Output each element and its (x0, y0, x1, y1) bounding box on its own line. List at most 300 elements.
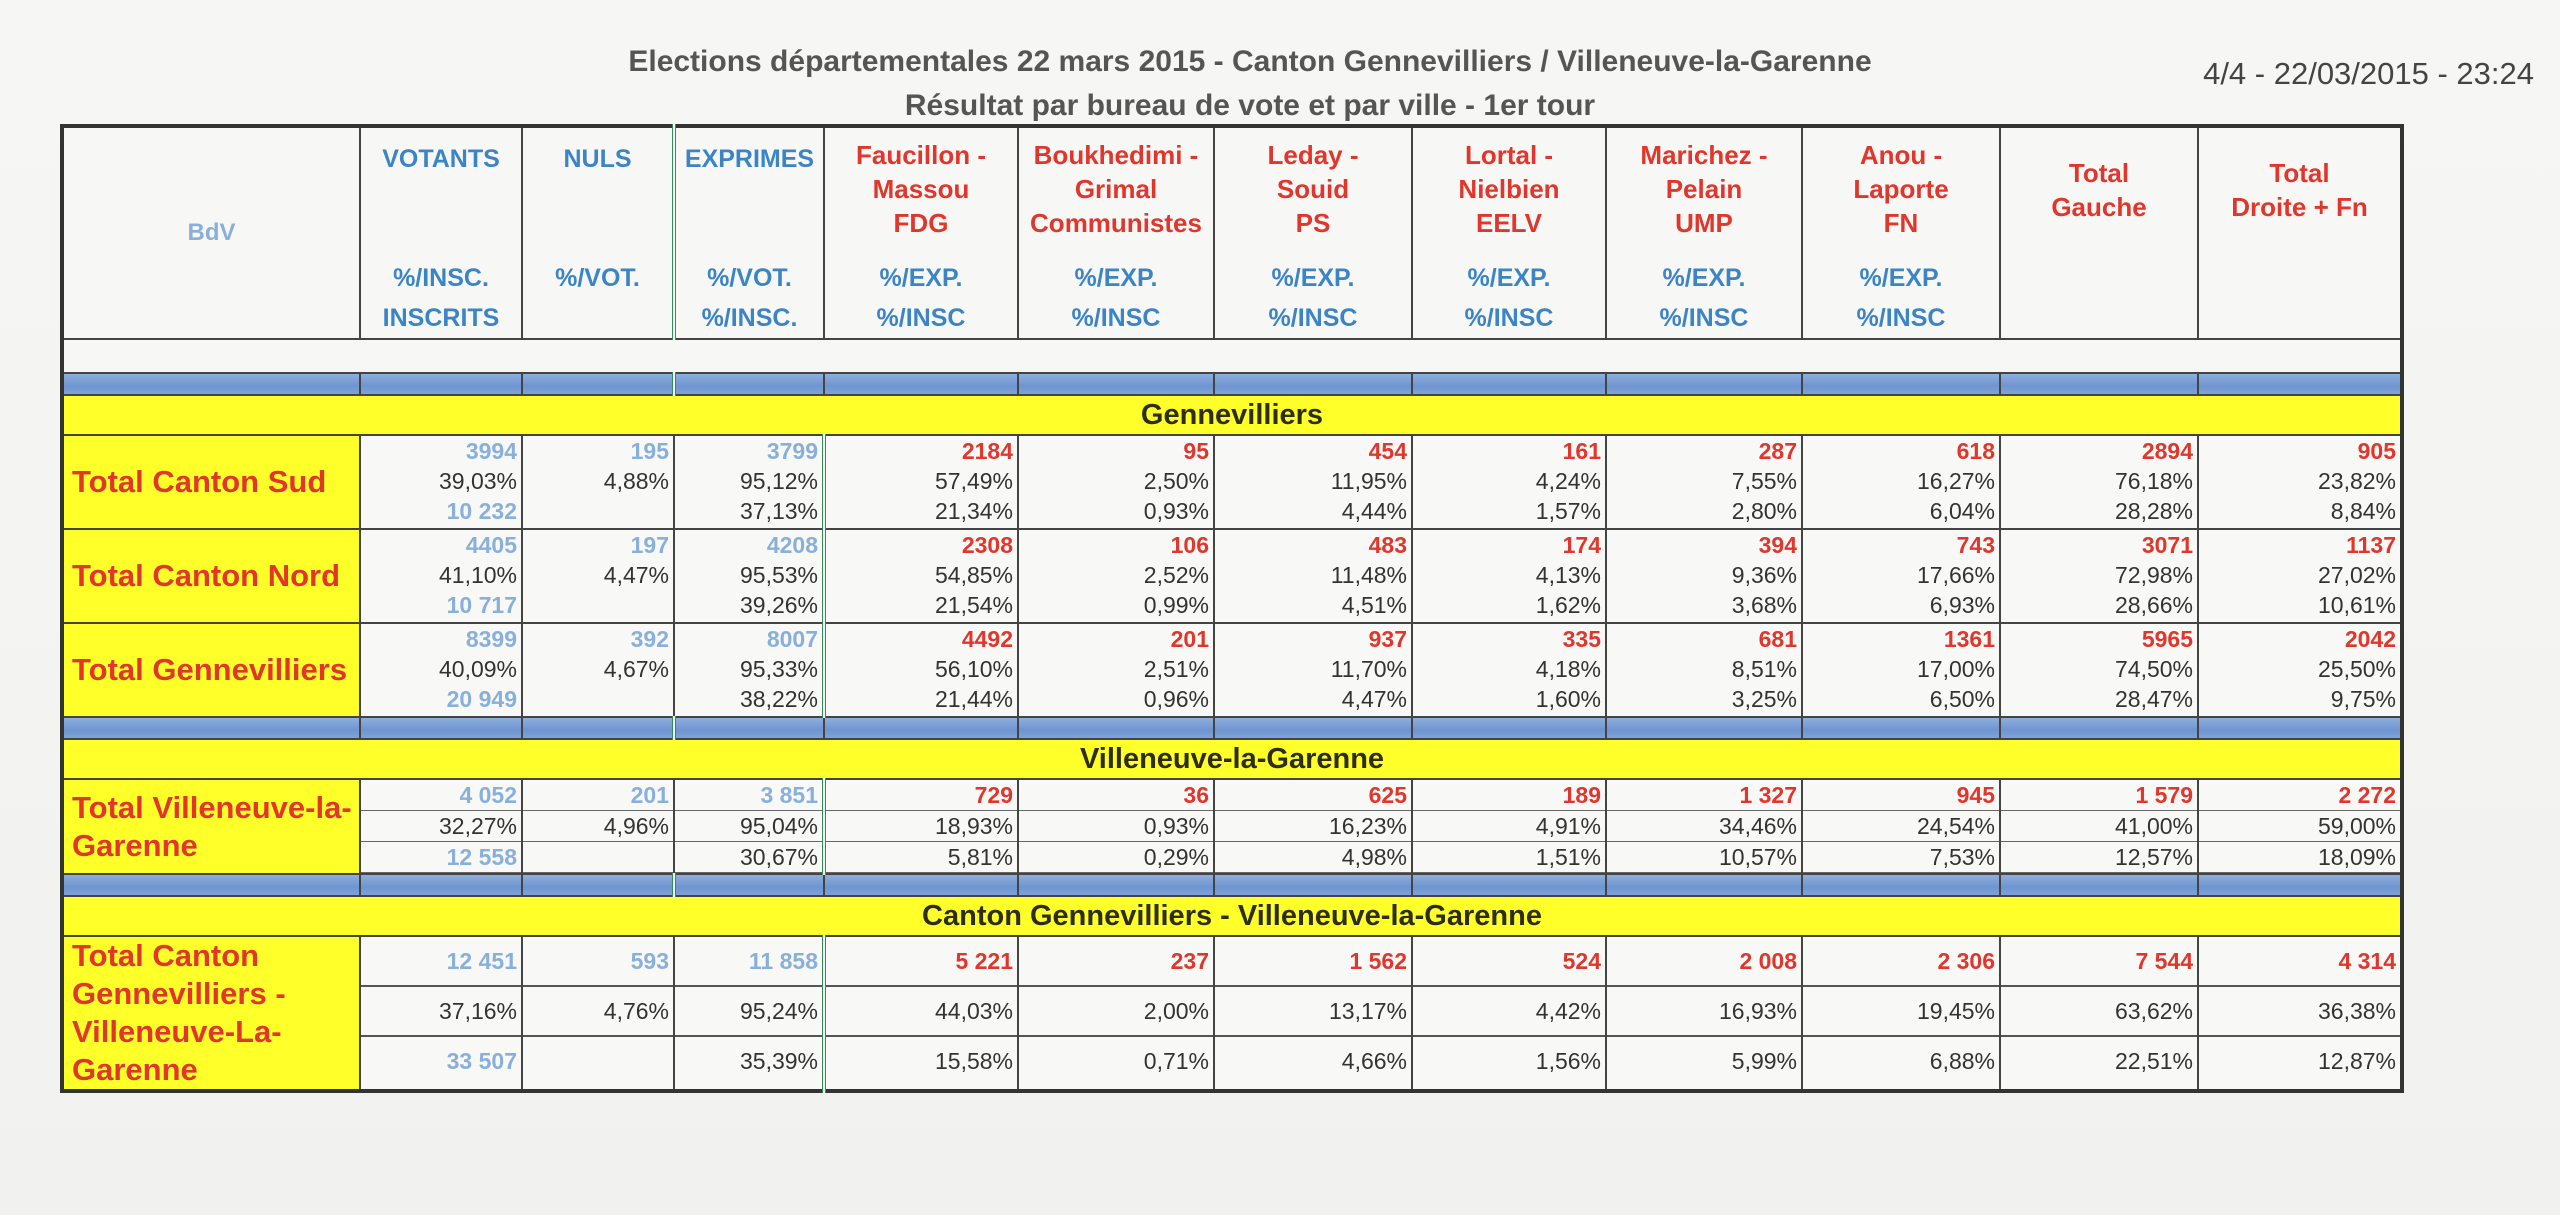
value-secondary: 21,54% (934, 592, 1013, 618)
value-secondary: 28,66% (2114, 592, 2193, 618)
value-secondary: 39,26% (739, 592, 818, 618)
value-pct: 4,47% (603, 562, 669, 588)
value-count: 743 (1956, 532, 1995, 558)
value-secondary: 7,53% (1803, 842, 1999, 873)
value-pct: 44,03% (826, 987, 1017, 1037)
value-pct: 95,33% (739, 656, 818, 682)
header-total-droite (2198, 126, 2402, 339)
value-secondary: 21,34% (934, 498, 1013, 524)
value-count: 2 306 (1803, 937, 1999, 987)
value-secondary: 12,87% (2317, 1048, 2396, 1074)
value-pct: 11,48% (1330, 562, 1407, 588)
data-cell (824, 936, 1018, 1091)
data-cell (360, 435, 522, 529)
value-count: 1137 (2346, 532, 2396, 558)
value-count: 625 (1215, 780, 1411, 811)
data-row-sud (62, 435, 2402, 529)
candidate-party: EELV (1476, 208, 1542, 238)
value-pct: 4,42% (1413, 987, 1605, 1037)
value-secondary: 4,66% (1341, 1048, 1407, 1074)
data-cell (2000, 435, 2198, 529)
data-cell (824, 779, 1018, 874)
data-cell (1412, 623, 1606, 717)
value-pct: 4,96% (523, 811, 673, 842)
value-pct: 72,98% (2114, 562, 2193, 588)
value-count: 2 272 (2199, 780, 2400, 811)
value-count: 2 008 (1607, 937, 1801, 987)
data-cell (360, 779, 522, 874)
value-secondary: 20 949 (446, 686, 517, 712)
value-count: 161 (1562, 438, 1601, 464)
value-secondary: 1,56% (1535, 1048, 1601, 1074)
value-count: 4 052 (361, 780, 521, 811)
value-count: 2894 (2141, 438, 2193, 464)
row-label: Total Canton Nord (62, 529, 360, 623)
data-row-vlg (62, 779, 2402, 874)
header-votants-inscrits: INSCRITS (382, 304, 500, 332)
section-title: Gennevilliers (62, 395, 2402, 435)
value-pct: 2,50% (1143, 468, 1209, 494)
total-droite-title-1: Total (2269, 158, 2330, 188)
value-secondary (523, 842, 673, 873)
value-pct: 4,67% (603, 656, 669, 682)
value-count: 3 851 (675, 780, 822, 811)
value-pct: 32,27% (361, 811, 521, 842)
value-pct: 4,91% (1413, 811, 1605, 842)
data-cell (522, 779, 674, 874)
blank-row (62, 339, 2402, 373)
value-count: 2184 (961, 438, 1013, 464)
value-secondary: 10 717 (446, 592, 517, 618)
value-secondary: 30,67% (675, 842, 822, 873)
value-pct: 56,10% (934, 656, 1013, 682)
data-cell (1802, 936, 2000, 1091)
value-count: 201 (1170, 626, 1209, 652)
value-pct: 40,09% (438, 656, 517, 682)
header-votants-title: VOTANTS (382, 145, 500, 173)
candidate-name-2: Laporte (1853, 174, 1949, 204)
value-pct: 11,95% (1330, 468, 1407, 494)
value-pct: 4,18% (1535, 656, 1601, 682)
data-cell (674, 435, 824, 529)
value-secondary: 22,51% (2114, 1048, 2193, 1074)
value-pct: 27,02% (2317, 562, 2396, 588)
value-pct: 95,04% (675, 811, 822, 842)
data-cell (824, 529, 1018, 623)
value-pct: 9,36% (1731, 562, 1797, 588)
value-count: 1 562 (1215, 937, 1411, 987)
value-count: 454 (1368, 438, 1407, 464)
value-count: 5 221 (826, 937, 1017, 987)
value-pct: 2,00% (1019, 987, 1213, 1037)
value-count: 237 (1019, 937, 1213, 987)
value-count: 195 (630, 438, 669, 464)
data-cell (1018, 529, 1214, 623)
value-secondary: 4,44% (1341, 498, 1407, 524)
value-secondary: 8,84% (2330, 498, 2396, 524)
value-pct: 95,24% (675, 987, 822, 1037)
divider-stripe (62, 717, 2402, 739)
value-count: 618 (1956, 438, 1995, 464)
value-pct: 2,51% (1143, 656, 1209, 682)
value-count: 8399 (465, 626, 517, 652)
value-count: 335 (1562, 626, 1601, 652)
value-secondary: 28,28% (2114, 498, 2193, 524)
document-title (560, 40, 1940, 128)
data-cell (1412, 779, 1606, 874)
header-nuls (522, 126, 674, 339)
header-candidate-fdg (824, 126, 1018, 339)
data-cell (2198, 623, 2402, 717)
value-count: 483 (1368, 532, 1407, 558)
data-cell (522, 435, 674, 529)
candidate-name-1: Boukhedimi - (1033, 140, 1199, 170)
candidate-name-2: Souid (1276, 174, 1350, 204)
value-pct: 54,85% (934, 562, 1013, 588)
data-cell (1214, 936, 1412, 1091)
data-cell (1018, 435, 1214, 529)
data-cell (1214, 623, 1412, 717)
candidate-party: FN (1883, 208, 1919, 238)
data-cell (2198, 529, 2402, 623)
header-votants-pct: %/INSC. (393, 264, 489, 292)
data-cell (1214, 435, 1412, 529)
candidate-pct-exp: %/EXP. (1662, 264, 1746, 292)
candidate-party: FDG (893, 208, 949, 238)
header-nuls-pct: %/VOT. (555, 264, 640, 292)
total-gauche-title-2: Gauche (2051, 192, 2147, 222)
value-count: 5965 (2141, 626, 2193, 652)
value-secondary: 2,80% (1731, 498, 1797, 524)
data-cell (1802, 779, 2000, 874)
value-count: 392 (630, 626, 669, 652)
value-count: 4208 (766, 532, 818, 558)
row-label: Total Canton Sud (62, 435, 360, 529)
value-secondary: 10,57% (1607, 842, 1801, 873)
value-count: 937 (1368, 626, 1407, 652)
data-cell (522, 623, 674, 717)
candidate-name-2: Grimal (1074, 174, 1158, 204)
value-count: 1361 (1943, 626, 1995, 652)
value-count: 197 (630, 532, 669, 558)
value-pct: 36,38% (2199, 987, 2400, 1037)
value-pct: 57,49% (934, 468, 1013, 494)
header-candidate-communistes (1018, 126, 1214, 339)
value-secondary: 0,93% (1143, 498, 1209, 524)
data-cell (674, 529, 824, 623)
value-pct: 18,93% (826, 811, 1017, 842)
candidate-pct-insc: %/INSC (1071, 304, 1161, 332)
value-pct: 34,46% (1607, 811, 1801, 842)
title-line-1: Elections départementales 22 mars 2015 - Canton Gennevilliers / Villeneuve-la-Garenne (628, 45, 1872, 78)
value-pct: 76,18% (2114, 468, 2193, 494)
value-secondary: 10,61% (2317, 592, 2396, 618)
data-cell (1606, 435, 1802, 529)
value-secondary: 3,68% (1731, 592, 1797, 618)
value-pct: 41,00% (2001, 811, 2197, 842)
data-cell (2000, 529, 2198, 623)
total-droite-title-2: Droite + Fn (2231, 192, 2368, 222)
value-count: 7 544 (2001, 937, 2197, 987)
value-pct: 4,24% (1535, 468, 1601, 494)
title-line-2: Résultat par bureau de vote et par ville - 1er tour (904, 89, 1596, 122)
value-secondary: 4,98% (1215, 842, 1411, 873)
data-cell (1606, 529, 1802, 623)
value-count: 36 (1019, 780, 1213, 811)
section-vlg (62, 739, 2402, 779)
value-secondary: 0,96% (1143, 686, 1209, 712)
value-count: 3994 (465, 438, 517, 464)
header-candidate-ps (1214, 126, 1412, 339)
data-cell (1018, 936, 1214, 1091)
value-pct: 4,88% (603, 468, 669, 494)
value-pct: 23,82% (2317, 468, 2396, 494)
data-cell (1018, 623, 1214, 717)
header-exprimes-title: EXPRIMES (684, 145, 815, 173)
data-cell (1606, 623, 1802, 717)
value-pct: 13,17% (1215, 987, 1411, 1037)
header-exprimes (674, 126, 824, 339)
value-count: 524 (1413, 937, 1605, 987)
value-count: 681 (1758, 626, 1797, 652)
value-secondary: 35,39% (739, 1048, 818, 1074)
value-count: 729 (826, 780, 1017, 811)
value-pct: 16,27% (1916, 468, 1995, 494)
candidate-pct-exp: %/EXP. (1074, 264, 1158, 292)
data-cell (1412, 936, 1606, 1091)
value-secondary: 12,57% (2001, 842, 2197, 873)
data-cell (2198, 936, 2402, 1091)
candidate-name-1: Anou - (1859, 140, 1943, 170)
value-pct: 8,51% (1731, 656, 1797, 682)
value-pct: 74,50% (2114, 656, 2193, 682)
header-votants (360, 126, 522, 339)
value-pct: 2,52% (1143, 562, 1209, 588)
candidate-pct-insc: %/INSC (1659, 304, 1749, 332)
candidate-name-1: Faucillon - (856, 140, 986, 170)
data-cell (360, 936, 522, 1091)
value-count: 4492 (961, 626, 1013, 652)
candidate-pct-exp: %/EXP. (1859, 264, 1943, 292)
candidate-pct-insc: %/INSC (1464, 304, 1554, 332)
candidate-pct-exp: %/EXP. (1467, 264, 1551, 292)
candidate-name-2: Massou (872, 174, 970, 204)
value-secondary: 6,50% (1929, 686, 1995, 712)
data-cell (360, 529, 522, 623)
value-secondary: 38,22% (739, 686, 818, 712)
data-cell (1412, 435, 1606, 529)
data-cell (1018, 779, 1214, 874)
candidate-party: Communistes (1030, 208, 1202, 238)
candidate-pct-exp: %/EXP. (879, 264, 963, 292)
value-secondary: 9,75% (2330, 686, 2396, 712)
candidate-pct-insc: %/INSC (1856, 304, 1946, 332)
row-label: Total Gennevilliers (62, 623, 360, 717)
data-cell (824, 435, 1018, 529)
value-pct: 95,53% (739, 562, 818, 588)
value-count: 394 (1758, 532, 1797, 558)
section-gennevilliers (62, 395, 2402, 435)
data-cell (2198, 435, 2402, 529)
candidate-name-1: Marichez - (1640, 140, 1768, 170)
data-row-nord (62, 529, 2402, 623)
data-cell (2198, 779, 2402, 874)
value-secondary: 4,47% (1341, 686, 1407, 712)
value-count: 287 (1758, 438, 1797, 464)
value-count: 95 (1183, 438, 1209, 464)
data-cell (674, 936, 824, 1091)
value-secondary: 1,57% (1535, 498, 1601, 524)
value-pct: 17,66% (1916, 562, 1995, 588)
header-candidate-ump (1606, 126, 1802, 339)
candidate-pct-insc: %/INSC (1268, 304, 1358, 332)
value-secondary: 15,58% (934, 1048, 1013, 1074)
candidate-name-2: Pelain (1665, 174, 1743, 204)
value-secondary: 1,62% (1535, 592, 1601, 618)
row-label: Total Villeneuve-la-Garenne (62, 779, 360, 874)
value-pct: 24,54% (1803, 811, 1999, 842)
candidate-pct-insc: %/INSC (876, 304, 966, 332)
value-secondary (523, 496, 673, 526)
data-cell (824, 623, 1018, 717)
header-candidate-eelv (1412, 126, 1606, 339)
data-cell (1606, 936, 1802, 1091)
value-secondary: 5,81% (826, 842, 1017, 873)
value-count: 201 (523, 780, 673, 811)
data-cell (2000, 936, 2198, 1091)
value-count: 1 579 (2001, 780, 2197, 811)
value-secondary: 6,93% (1929, 592, 1995, 618)
value-secondary: 12 558 (361, 842, 521, 873)
total-gauche-title-1: Total (2068, 158, 2130, 188)
candidate-party: UMP (1675, 208, 1733, 238)
value-pct: 63,62% (2001, 987, 2197, 1037)
value-secondary: 37,13% (739, 498, 818, 524)
row-label: Total Canton Gennevilliers - Villeneuve-La-Garenne (62, 936, 360, 1091)
data-cell (674, 623, 824, 717)
value-pct: 37,16% (361, 987, 521, 1037)
value-secondary: 1,60% (1535, 686, 1601, 712)
data-cell (360, 623, 522, 717)
data-row-genn (62, 623, 2402, 717)
value-pct: 95,12% (739, 468, 818, 494)
value-pct: 4,13% (1535, 562, 1601, 588)
value-count: 12 451 (361, 937, 521, 987)
header-total-gauche (2000, 126, 2198, 339)
value-secondary: 28,47% (2114, 686, 2193, 712)
header-exprimes-pct-insc: %/INSC. (701, 304, 798, 332)
value-secondary: 6,88% (1929, 1048, 1995, 1074)
value-secondary: 0,99% (1143, 592, 1209, 618)
data-cell (522, 936, 674, 1091)
value-pct: 7,55% (1731, 468, 1797, 494)
data-row-total (62, 936, 2402, 1091)
header-exprimes-pct-vot: %/VOT. (707, 264, 792, 292)
value-secondary (523, 590, 673, 620)
data-cell (1802, 623, 2000, 717)
value-secondary (523, 1037, 673, 1085)
value-pct: 59,00% (2199, 811, 2400, 842)
value-secondary: 6,04% (1929, 498, 1995, 524)
value-count: 2308 (961, 532, 1013, 558)
value-count: 189 (1413, 780, 1605, 811)
data-cell (2000, 623, 2198, 717)
value-count: 593 (523, 937, 673, 987)
data-cell (1214, 529, 1412, 623)
section-title: Villeneuve-la-Garenne (62, 739, 2402, 779)
data-cell (1606, 779, 1802, 874)
value-count: 8007 (766, 626, 818, 652)
section-canton (62, 896, 2402, 936)
value-count: 174 (1562, 532, 1601, 558)
value-pct: 41,10% (438, 562, 517, 588)
value-pct: 4,76% (523, 987, 673, 1037)
value-pct: 0,93% (1019, 811, 1213, 842)
value-secondary: 1,51% (1413, 842, 1605, 873)
value-secondary: 5,99% (1731, 1048, 1797, 1074)
candidate-party: PS (1295, 208, 1331, 238)
header-row (62, 126, 2402, 339)
header-nuls-title: NULS (563, 145, 632, 173)
candidate-name-2: Nielbien (1458, 174, 1560, 204)
value-secondary: 18,09% (2199, 842, 2400, 873)
value-count: 11 858 (675, 937, 822, 987)
value-secondary: 0,71% (1143, 1048, 1209, 1074)
value-count: 905 (2357, 438, 2396, 464)
results-table (60, 124, 2404, 1093)
section-title: Canton Gennevilliers - Villeneuve-la-Garenne (62, 896, 2402, 936)
value-count: 3071 (2141, 532, 2193, 558)
value-secondary: 0,29% (1019, 842, 1213, 873)
value-count: 4 314 (2199, 937, 2400, 987)
value-pct: 16,93% (1607, 987, 1801, 1037)
divider-stripe (62, 373, 2402, 395)
page-stamp: 4/4 - 22/03/2015 - 23:24 (2203, 56, 2534, 91)
data-cell (1412, 529, 1606, 623)
data-cell (674, 779, 824, 874)
value-secondary: 10 232 (446, 498, 517, 524)
data-cell (1802, 529, 2000, 623)
value-count: 106 (1170, 532, 1209, 558)
value-count: 2042 (2344, 626, 2396, 652)
value-secondary: 3,25% (1731, 686, 1797, 712)
value-pct: 17,00% (1916, 656, 1995, 682)
candidate-name-1: Leday - (1267, 140, 1359, 170)
value-pct: 11,70% (1330, 656, 1407, 682)
header-bdv: BdV (62, 126, 360, 339)
header-candidate-fn (1802, 126, 2000, 339)
candidate-name-1: Lortal - (1464, 140, 1554, 170)
value-pct: 19,45% (1803, 987, 1999, 1037)
candidate-pct-exp: %/EXP. (1271, 264, 1355, 292)
value-secondary: 21,44% (934, 686, 1013, 712)
value-count: 1 327 (1607, 780, 1801, 811)
value-pct: 25,50% (2317, 656, 2396, 682)
value-count: 4405 (465, 532, 517, 558)
value-pct: 16,23% (1215, 811, 1411, 842)
data-cell (1214, 779, 1412, 874)
data-cell (1802, 435, 2000, 529)
divider-stripe (62, 874, 2402, 896)
value-count: 3799 (766, 438, 818, 464)
data-cell (2000, 779, 2198, 874)
value-secondary (523, 684, 673, 714)
value-count: 945 (1803, 780, 1999, 811)
data-cell (522, 529, 674, 623)
value-secondary: 4,51% (1341, 592, 1407, 618)
value-secondary: 33 507 (446, 1048, 517, 1074)
value-pct: 39,03% (438, 468, 517, 494)
